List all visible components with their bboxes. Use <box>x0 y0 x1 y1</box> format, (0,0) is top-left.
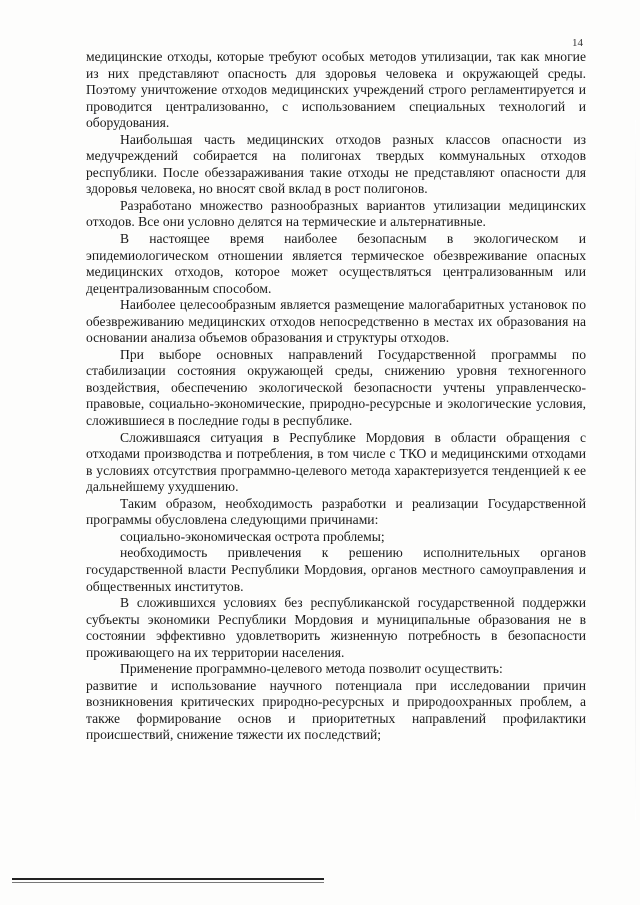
paragraph-5: Наиболее целесообразным является размещение малогабаритных установок по обезвреживанию медицинских отходов непосредственно в местах их образования на основании анализа объемов образования и структуры отходов. <box>86 297 586 346</box>
paragraph-6: При выборе основных направлений Государственной программы по стабилизации состояния окружающей среды, снижению уровня техногенного воздействия, обеспечению экологической безопасности учтены управленческо-правовые, социально-экономические, природно-ресурсные и экологические условия, сложившиеся в последние годы в республике. <box>86 346 586 429</box>
footer-rule-thin <box>12 882 324 883</box>
scan-edge-shadow <box>635 120 636 820</box>
paragraph-12: Применение программно-целевого метода позволит осуществить: <box>120 661 503 677</box>
paragraph-7: Сложившаяся ситуация в Республике Мордовия в области обращения с отходами производства и потребления, в том числе с ТКО и медицинскими отходами в условиях отсутствия программно-целевого метода характеризуется тенденцией к ее дальнейшему ухудшению. <box>86 429 586 495</box>
paragraph-10: необходимость привлечения к решению исполнительных органов государственной власти Республики Мордовия, органов местного самоуправления и общественных институтов. <box>86 545 586 594</box>
paragraph-1: медицинские отходы, которые требуют особых методов утилизации, так как многие из них представляют опасность для здоровья человека и окружающей среды. Поэтому уничтожение отходов медицинских учреждений строго регламентируется и проводится централизованно, с использованием специальных технологий и оборудования. <box>86 49 586 131</box>
paragraph-4: В настоящее время наиболее безопасным в экологическом и эпидемиологическом отношении является термическое обезвреживание опасных медицинских отходов, которое может осуществляться централизованным или децентрализованным способом. <box>86 231 586 296</box>
body-text <box>86 49 586 744</box>
paragraph-2: Наибольшая часть медицинских отходов разных классов опасности из медучреждений собирается на полигонах твердых коммунальных отходов республики. После обеззараживания такие отходы не представляют опасности для здоровья человека, но вносят свой вклад в рост полигонов. <box>86 131 586 197</box>
paragraph-11: В сложившихся условиях без республиканской государственной поддержки субъекты экономики Республики Мордовия и муниципальные образования не в состоянии эффективно удовлетворить жизненную потребность в безопасности проживающего на их территории населения. <box>86 595 586 660</box>
paragraph-8: Таким образом, необходимость разработки и реализации Государственной программы обусловлена следующими причинами: <box>86 495 586 528</box>
page-number: 14 <box>572 37 583 49</box>
paragraph-13: развитие и использование научного потенциала при исследовании причин возникновения критических природно-ресурсных и природоохранных проблем, а также формирование основ и приоритетных направлений профилактики происшествий, снижение тяжести их последствий; <box>86 677 586 743</box>
paragraph-9: социально-экономическая острота проблемы; <box>120 528 385 544</box>
footer-rule <box>12 878 324 880</box>
paragraph-3: Разработано множество разнообразных вариантов утилизации медицинских отходов. Все они условно делятся на термические и альтернативные. <box>86 197 586 230</box>
